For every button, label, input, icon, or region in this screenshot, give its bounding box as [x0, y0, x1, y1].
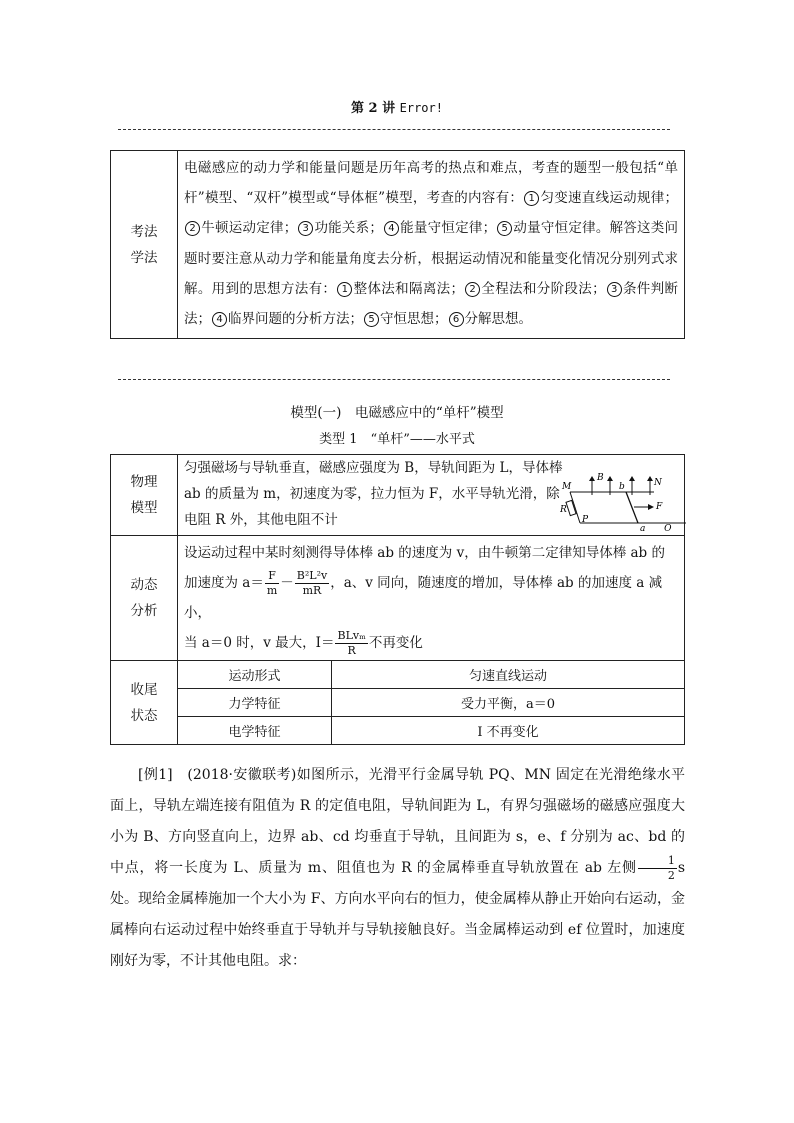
- fraction-b2l2v-over-mr: [295, 569, 329, 598]
- end-row-key: 电学特征: [178, 717, 332, 745]
- method-item: 全程法和分阶段法；: [481, 280, 606, 297]
- fraction-half: [638, 854, 677, 883]
- dyn-line3-pre: 当 a＝0 时，v 最大，I＝: [184, 635, 335, 651]
- method-item: 整体法和隔离法；: [353, 280, 465, 297]
- dyn-cell: [178, 536, 685, 661]
- overview-label: [111, 151, 178, 339]
- title-error: Error!: [399, 101, 443, 115]
- label-f: F: [656, 502, 663, 512]
- field-arrow-2-head: [607, 476, 613, 481]
- phys-label-line1: 物理: [130, 474, 158, 490]
- minus-sign: －: [280, 575, 294, 591]
- model-heading: 模型(一) 电磁感应中的“单杆”模型: [290, 405, 504, 421]
- force-arrow-head: [648, 504, 654, 510]
- half-num: 1: [638, 854, 677, 869]
- end-row-value: I 不再变化: [332, 717, 685, 745]
- method-item: 守恒思想；: [380, 311, 448, 328]
- type-heading: 类型 1 “单杆”——水平式: [319, 432, 475, 447]
- circled-number: 1: [337, 282, 352, 297]
- example-paragraph: [110, 760, 685, 977]
- half-den: 2: [667, 868, 675, 882]
- dyn-label: [111, 536, 178, 661]
- dyn-line2-pre: 加速度为 a＝: [184, 575, 264, 591]
- example-source: (2018·安徽联考): [187, 767, 297, 783]
- overview-label-line1: 考法: [130, 223, 158, 240]
- page-title: [0, 97, 794, 116]
- label-a: a: [640, 524, 646, 531]
- circled-number: 4: [384, 221, 399, 236]
- example-text: [110, 760, 685, 977]
- dyn-line3: [184, 628, 678, 658]
- dyn-label-line2: 分析: [130, 603, 158, 619]
- rail-diagram: [560, 465, 690, 531]
- label-m: M: [562, 482, 572, 492]
- circled-number: 1: [524, 191, 539, 206]
- method-item: 功能关系；: [314, 220, 383, 237]
- circled-number: 2: [185, 221, 200, 236]
- frac1-den: m: [266, 584, 278, 597]
- dyn-line2: [184, 568, 678, 628]
- fraction-f-over-m: [265, 569, 279, 598]
- fraction-blv-over-r: [335, 629, 367, 658]
- label-p: P: [582, 515, 589, 525]
- divider-top: [118, 129, 670, 130]
- label-r: R: [560, 505, 567, 515]
- phys-label: [111, 455, 178, 536]
- frac1-num: F: [265, 569, 279, 584]
- label-b-field: B: [597, 473, 604, 483]
- frac3-num: BLvₘ: [337, 629, 366, 642]
- phys-cell: [178, 455, 685, 536]
- dyn-label-line1: 动态: [130, 577, 158, 593]
- phys-label-line2: 模型: [130, 500, 158, 516]
- end-row-key: 运动形式: [178, 661, 332, 689]
- circled-number: 5: [497, 221, 512, 236]
- end-row-key: 力学特征: [178, 689, 332, 717]
- end-label-line1: 收尾: [130, 681, 158, 698]
- method-item: 分解思想。: [464, 311, 532, 328]
- circled-number: 3: [607, 282, 622, 297]
- circled-number: 4: [212, 312, 227, 327]
- frac3-den: R: [347, 644, 356, 657]
- overview-text-b: 解答这类问题时要注意从动力学和能量角度去分析，根据运动情况和能量变化情况分别列式求解。用到的思想方法有：: [184, 220, 679, 297]
- divider-bottom: [118, 379, 670, 380]
- end-row-value: 匀速直线运动: [332, 661, 685, 689]
- end-label: [111, 661, 178, 745]
- overview-text-a: 电磁感应的动力学和能量问题是历年高考的热点和难点，考查的题型一般包括“单杆”模型、“双杆”模型或“导体框”模型，考查的内容有：: [184, 160, 678, 207]
- dyn-line2-post: ，a、v 同向，随速度的增加，导体棒 ab 的加速度 a 减小，: [184, 575, 663, 621]
- label-q: Q: [664, 524, 672, 531]
- label-b: b: [619, 482, 625, 492]
- overview-table: [110, 150, 685, 339]
- end-cell: [178, 661, 685, 745]
- field-arrow-1-head: [589, 476, 595, 481]
- method-item: 临界问题的分析方法；: [228, 311, 363, 328]
- method-item: 动量守恒定律。: [513, 220, 610, 237]
- end-row: [178, 689, 684, 717]
- circled-number: 3: [298, 221, 313, 236]
- example-text-2: s 处。现给金属棒施加一个大小为 F、方向水平向右的恒力，使金属棒从静止开始向右运动，金属棒向右运动过程中始终垂直于导轨并与导轨接触良好。当金属棒运动到 ef 位置时，加速度刚好为零，不计其他电阻。求：: [110, 860, 685, 969]
- overview-label-line2: 学法: [130, 249, 158, 266]
- example-tag: [例1]: [138, 767, 173, 783]
- end-state-table: [178, 661, 684, 744]
- dyn-line3-post: 不再变化: [368, 635, 423, 651]
- frac2-den: mR: [302, 584, 322, 597]
- overview-text: [178, 151, 685, 339]
- end-row-value: 受力平衡，a＝0: [332, 689, 685, 717]
- title-text: 第 2 讲: [351, 101, 400, 116]
- circled-number: 6: [449, 312, 464, 327]
- end-label-line2: 状态: [130, 707, 158, 724]
- circled-number: 5: [364, 312, 379, 327]
- example-text-1: 如图所示，光滑平行金属导轨 PQ、MN 固定在光滑绝缘水平面上，导轨左端连接有阻值为 R 的定值电阻，导轨间距为 L，有界匀强磁场的磁感应强度大小为 B、方向竖直向上，边界 ab、cd 均垂直于导轨，且间距为 s，e、f 分别为 ac、bd 的中点，将一长度为 L、质量为 m、阻值也为 R 的金属棒垂直导轨放置在 ab 左侧: [110, 767, 685, 876]
- model-table: [110, 454, 685, 745]
- end-row: [178, 717, 684, 745]
- circled-number: 2: [465, 282, 480, 297]
- method-item: 牛顿运动定律；: [201, 220, 298, 237]
- frac2-num: B²L²v: [296, 569, 328, 582]
- field-arrow-3-head: [629, 476, 635, 481]
- dyn-line1: 设运动过程中某时刻测得导体棒 ab 的速度为 v，由牛顿第二定律知导体棒 ab 的: [184, 545, 665, 561]
- label-n: N: [654, 478, 662, 488]
- method-item: 能量守恒定律；: [399, 220, 497, 237]
- resistor: [566, 500, 576, 515]
- end-row: [178, 661, 684, 689]
- method-item: 条件判断法；: [184, 280, 678, 328]
- phys-text: 匀强磁场与导轨垂直，磁感应强度为 B，导轨间距为 L，导体棒 ab 的质量为 m，初速度为零，拉力恒为 F，水平导轨光滑，除电阻 R 外，其他电阻不计: [184, 460, 563, 528]
- field-arrow-4-head: [647, 476, 653, 481]
- method-item: 匀变速直线运动规律；: [540, 190, 679, 207]
